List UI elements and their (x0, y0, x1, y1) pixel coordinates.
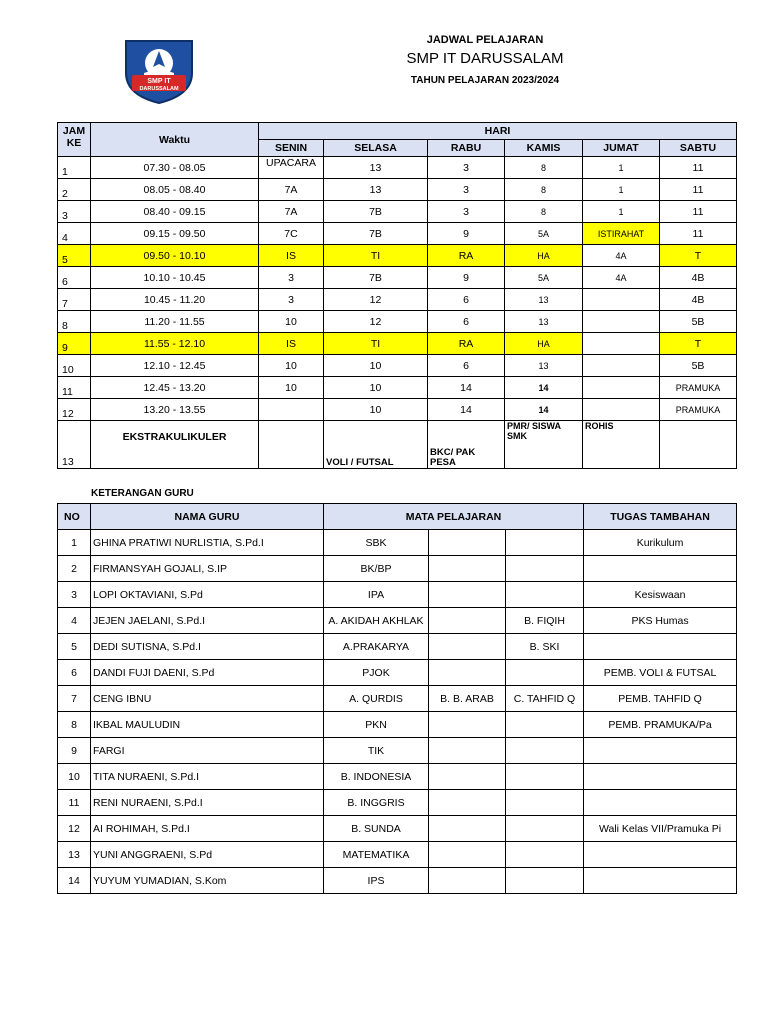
teacher-row (58, 530, 737, 556)
extra-duty: PEMB. TAHFID Q (584, 686, 737, 712)
cell-sabtu: 4B (660, 267, 737, 289)
subject-1: IPA (324, 582, 429, 608)
cell-jumat: 1 (583, 179, 660, 201)
col-nama: NAMA GURU (91, 504, 324, 530)
cell-rabu: 14 (428, 399, 505, 421)
cell-sabtu: 5B (660, 355, 737, 377)
subject-2 (429, 764, 506, 790)
cell-senin: 3 (259, 289, 324, 311)
jam-ke: 6 (58, 267, 91, 289)
cell-rabu: 6 (428, 289, 505, 311)
subject-1: SBK (324, 530, 429, 556)
cell-jumat: 4A (583, 267, 660, 289)
waktu: 11.20 - 11.55 (91, 311, 259, 333)
cell-jumat (583, 311, 660, 333)
teacher-row (58, 816, 737, 842)
day-selasa: SELASA (324, 140, 428, 157)
jam-ke: 9 (58, 333, 91, 355)
cell-rabu: RA (428, 245, 505, 267)
waktu: 11.55 - 12.10 (91, 333, 259, 355)
cell-jumat: 4A (583, 245, 660, 267)
waktu: 12.45 - 13.20 (91, 377, 259, 399)
teacher-row (58, 764, 737, 790)
col-tugas: TUGAS TAMBAHAN (584, 504, 737, 530)
jam-ke: 8 (58, 311, 91, 333)
waktu: 07.30 - 08.05 (91, 157, 259, 179)
school-year: TAHUN PELAJARAN 2023/2024 (410, 75, 560, 86)
subject-3 (506, 556, 584, 582)
waktu: 08.05 - 08.40 (91, 179, 259, 201)
teacher-name: DEDI SUTISNA, S.Pd.I (91, 634, 324, 660)
subject-2 (429, 712, 506, 738)
subject-1: PJOK (324, 660, 429, 686)
teacher-name: CENG IBNU (91, 686, 324, 712)
teacher-no: 12 (58, 816, 91, 842)
subject-3: C. TAHFID Q (506, 686, 584, 712)
subject-3 (506, 868, 584, 894)
jam-ke: 7 (58, 289, 91, 311)
subject-3 (506, 738, 584, 764)
teacher-name: LOPI OKTAVIANI, S.Pd (91, 582, 324, 608)
jam-ke: 5 (58, 245, 91, 267)
extra-duty: PEMB. VOLI & FUTSAL (584, 660, 737, 686)
day-kamis: KAMIS (505, 140, 583, 157)
subject-1: MATEMATIKA (324, 842, 429, 868)
cell-selasa: 7B (324, 267, 428, 289)
waktu: 13.20 - 13.55 (91, 399, 259, 421)
waktu: 10.45 - 11.20 (91, 289, 259, 311)
teacher-no: 3 (58, 582, 91, 608)
teacher-row (58, 842, 737, 868)
cell-selasa: 10 (324, 377, 428, 399)
extra-duty (584, 738, 737, 764)
schedule-row (58, 267, 737, 289)
ekskul-rabu: BKC/ PAK PESA (428, 421, 505, 469)
cell-sabtu: 11 (660, 223, 737, 245)
schedule-row (58, 333, 737, 355)
subject-3 (506, 842, 584, 868)
extra-duty (584, 556, 737, 582)
logo-text-1: SMP IT (147, 78, 171, 85)
subject-2 (429, 816, 506, 842)
teacher-no: 6 (58, 660, 91, 686)
extra-duty: PKS Humas (584, 608, 737, 634)
cell-kamis: 13 (505, 311, 583, 333)
teacher-name: AI ROHIMAH, S.Pd.I (91, 816, 324, 842)
cell-jumat (583, 289, 660, 311)
cell-rabu: 14 (428, 377, 505, 399)
subject-2 (429, 530, 506, 556)
cell-kamis: 13 (505, 355, 583, 377)
teacher-row (58, 634, 737, 660)
cell-rabu: 3 (428, 179, 505, 201)
teacher-no: 4 (58, 608, 91, 634)
teacher-no: 10 (58, 764, 91, 790)
cell-jumat (583, 399, 660, 421)
subject-2 (429, 582, 506, 608)
teacher-row (58, 868, 737, 894)
schedule-row (58, 245, 737, 267)
teacher-row (58, 686, 737, 712)
school-logo (120, 37, 198, 105)
cell-rabu: 9 (428, 223, 505, 245)
schedule-row (58, 157, 737, 179)
ekskul-kamis: PMR/ SISWA SMK (505, 421, 583, 469)
teacher-no: 11 (58, 790, 91, 816)
subject-1: B. SUNDA (324, 816, 429, 842)
ekskul-jumat: ROHIS (583, 421, 660, 469)
col-no: NO (58, 504, 91, 530)
extra-duty (584, 868, 737, 894)
subject-1: IPS (324, 868, 429, 894)
extra-duty: Kesiswaan (584, 582, 737, 608)
keterangan-title: KETERANGAN GURU (91, 488, 194, 499)
subject-3 (506, 764, 584, 790)
col-jam: JAM KE (58, 123, 91, 157)
cell-kamis: HA (505, 245, 583, 267)
subject-1: PKN (324, 712, 429, 738)
subject-2 (429, 868, 506, 894)
extra-duty (584, 790, 737, 816)
cell-senin: IS (259, 333, 324, 355)
subject-1: TIK (324, 738, 429, 764)
teacher-row (58, 712, 737, 738)
cell-sabtu: 4B (660, 289, 737, 311)
extra-duty: Kurikulum (584, 530, 737, 556)
waktu: 09.50 - 10.10 (91, 245, 259, 267)
teacher-table (57, 503, 737, 894)
teacher-row (58, 608, 737, 634)
col-hari: HARI (259, 123, 737, 140)
cell-rabu: 3 (428, 157, 505, 179)
cell-selasa: 10 (324, 355, 428, 377)
cell-rabu: 6 (428, 355, 505, 377)
cell-kamis: 13 (505, 289, 583, 311)
cell-sabtu: 5B (660, 311, 737, 333)
teacher-no: 13 (58, 842, 91, 868)
ekskul-row (58, 421, 737, 469)
cell-senin: UPACARA (259, 157, 324, 179)
teacher-no: 7 (58, 686, 91, 712)
ekskul-sabtu (660, 421, 737, 469)
col-waktu: Waktu (91, 123, 259, 157)
jam-ke: 12 (58, 399, 91, 421)
cell-rabu: 3 (428, 201, 505, 223)
cell-jumat: 1 (583, 201, 660, 223)
cell-kamis: 8 (505, 179, 583, 201)
teacher-name: GHINA PRATIWI NURLISTIA, S.Pd.I (91, 530, 324, 556)
teacher-row (58, 660, 737, 686)
schedule-row (58, 377, 737, 399)
cell-selasa: 13 (324, 157, 428, 179)
teacher-no: 2 (58, 556, 91, 582)
cell-jumat (583, 333, 660, 355)
cell-kamis: 14 (505, 399, 583, 421)
teacher-no: 8 (58, 712, 91, 738)
subject-3 (506, 816, 584, 842)
subject-2 (429, 842, 506, 868)
waktu: 12.10 - 12.45 (91, 355, 259, 377)
teacher-no: 1 (58, 530, 91, 556)
subject-1: A. AKIDAH AKHLAK (324, 608, 429, 634)
waktu: 08.40 - 09.15 (91, 201, 259, 223)
cell-kamis: 8 (505, 201, 583, 223)
cell-senin: 10 (259, 377, 324, 399)
teacher-row (58, 556, 737, 582)
cell-kamis: 5A (505, 223, 583, 245)
waktu: 10.10 - 10.45 (91, 267, 259, 289)
cell-jumat (583, 377, 660, 399)
teacher-no: 5 (58, 634, 91, 660)
subject-2 (429, 738, 506, 764)
cell-sabtu: PRAMUKA (660, 399, 737, 421)
cell-sabtu: T (660, 245, 737, 267)
cell-sabtu: 11 (660, 179, 737, 201)
cell-selasa: 13 (324, 179, 428, 201)
cell-kamis: 8 (505, 157, 583, 179)
logo-text-2: DARUSSALAM (139, 86, 179, 92)
schedule-row (58, 311, 737, 333)
schedule-row (58, 289, 737, 311)
cell-senin: 7C (259, 223, 324, 245)
teacher-no: 9 (58, 738, 91, 764)
cell-sabtu: T (660, 333, 737, 355)
teacher-name: RENI NURAENI, S.Pd.I (91, 790, 324, 816)
cell-rabu: RA (428, 333, 505, 355)
cell-jumat (583, 355, 660, 377)
jam-ke: 1 (58, 157, 91, 179)
teacher-name: YUNI ANGGRAENI, S.Pd (91, 842, 324, 868)
col-mapel: MATA PELAJARAN (324, 504, 584, 530)
cell-selasa: 7B (324, 223, 428, 245)
ekskul-senin (259, 421, 324, 469)
day-senin: SENIN (259, 140, 324, 157)
jam-ke: 10 (58, 355, 91, 377)
day-jumat: JUMAT (583, 140, 660, 157)
subject-3: B. SKI (506, 634, 584, 660)
cell-selasa: TI (324, 245, 428, 267)
day-rabu: RABU (428, 140, 505, 157)
teacher-name: YUYUM YUMADIAN, S.Kom (91, 868, 324, 894)
extra-duty: Wali Kelas VII/Pramuka Pi (584, 816, 737, 842)
ekskul-label: EKSTRAKULIKULER (91, 421, 259, 469)
waktu: 09.15 - 09.50 (91, 223, 259, 245)
teacher-no: 14 (58, 868, 91, 894)
cell-sabtu: PRAMUKA (660, 377, 737, 399)
cell-kamis: HA (505, 333, 583, 355)
ekskul-no: 13 (58, 421, 91, 469)
schedule-row (58, 355, 737, 377)
teacher-row (58, 582, 737, 608)
cell-senin: 7A (259, 201, 324, 223)
cell-kamis: 5A (505, 267, 583, 289)
schedule-row (58, 179, 737, 201)
cell-senin: 10 (259, 311, 324, 333)
subject-3 (506, 530, 584, 556)
ekskul-selasa: VOLI / FUTSAL (324, 421, 428, 469)
jam-ke: 4 (58, 223, 91, 245)
cell-jumat: 1 (583, 157, 660, 179)
school-name: SMP IT DARUSSALAM (406, 50, 564, 67)
jam-ke: 3 (58, 201, 91, 223)
subject-2: B. B. ARAB (429, 686, 506, 712)
cell-senin: 10 (259, 355, 324, 377)
teacher-name: IKBAL MAULUDIN (91, 712, 324, 738)
cell-kamis: 14 (505, 377, 583, 399)
teacher-name: TITA NURAENI, S.Pd.I (91, 764, 324, 790)
extra-duty: PEMB. PRAMUKA/Pa (584, 712, 737, 738)
doc-title: JADWAL PELAJARAN (426, 34, 544, 46)
teacher-row (58, 738, 737, 764)
cell-selasa: TI (324, 333, 428, 355)
subject-3 (506, 790, 584, 816)
cell-rabu: 6 (428, 311, 505, 333)
subject-2 (429, 556, 506, 582)
cell-senin (259, 399, 324, 421)
cell-selasa: 7B (324, 201, 428, 223)
extra-duty (584, 634, 737, 660)
extra-duty (584, 842, 737, 868)
cell-senin: 3 (259, 267, 324, 289)
cell-sabtu: 11 (660, 157, 737, 179)
cell-selasa: 10 (324, 399, 428, 421)
cell-selasa: 12 (324, 311, 428, 333)
cell-sabtu: 11 (660, 201, 737, 223)
subject-3: B. FIQIH (506, 608, 584, 634)
subject-1: A.PRAKARYA (324, 634, 429, 660)
schedule-row (58, 201, 737, 223)
subject-2 (429, 660, 506, 686)
subject-1: A. QURDIS (324, 686, 429, 712)
subject-2 (429, 608, 506, 634)
subject-1: B. INGGRIS (324, 790, 429, 816)
teacher-name: FARGI (91, 738, 324, 764)
cell-selasa: 12 (324, 289, 428, 311)
jam-ke: 11 (58, 377, 91, 399)
subject-1: BK/BP (324, 556, 429, 582)
cell-jumat: ISTIRAHAT (583, 223, 660, 245)
cell-rabu: 9 (428, 267, 505, 289)
cell-senin: IS (259, 245, 324, 267)
day-sabtu: SABTU (660, 140, 737, 157)
schedule-row (58, 223, 737, 245)
teacher-name: FIRMANSYAH GOJALI, S.IP (91, 556, 324, 582)
subject-3 (506, 712, 584, 738)
extra-duty (584, 764, 737, 790)
teacher-name: DANDI FUJI DAENI, S.Pd (91, 660, 324, 686)
teacher-row (58, 790, 737, 816)
subject-2 (429, 790, 506, 816)
subject-2 (429, 634, 506, 660)
jam-ke: 2 (58, 179, 91, 201)
teacher-name: JEJEN JAELANI, S.Pd.I (91, 608, 324, 634)
subject-1: B. INDONESIA (324, 764, 429, 790)
subject-3 (506, 660, 584, 686)
cell-senin: 7A (259, 179, 324, 201)
schedule-row (58, 399, 737, 421)
subject-3 (506, 582, 584, 608)
schedule-table (57, 122, 737, 469)
